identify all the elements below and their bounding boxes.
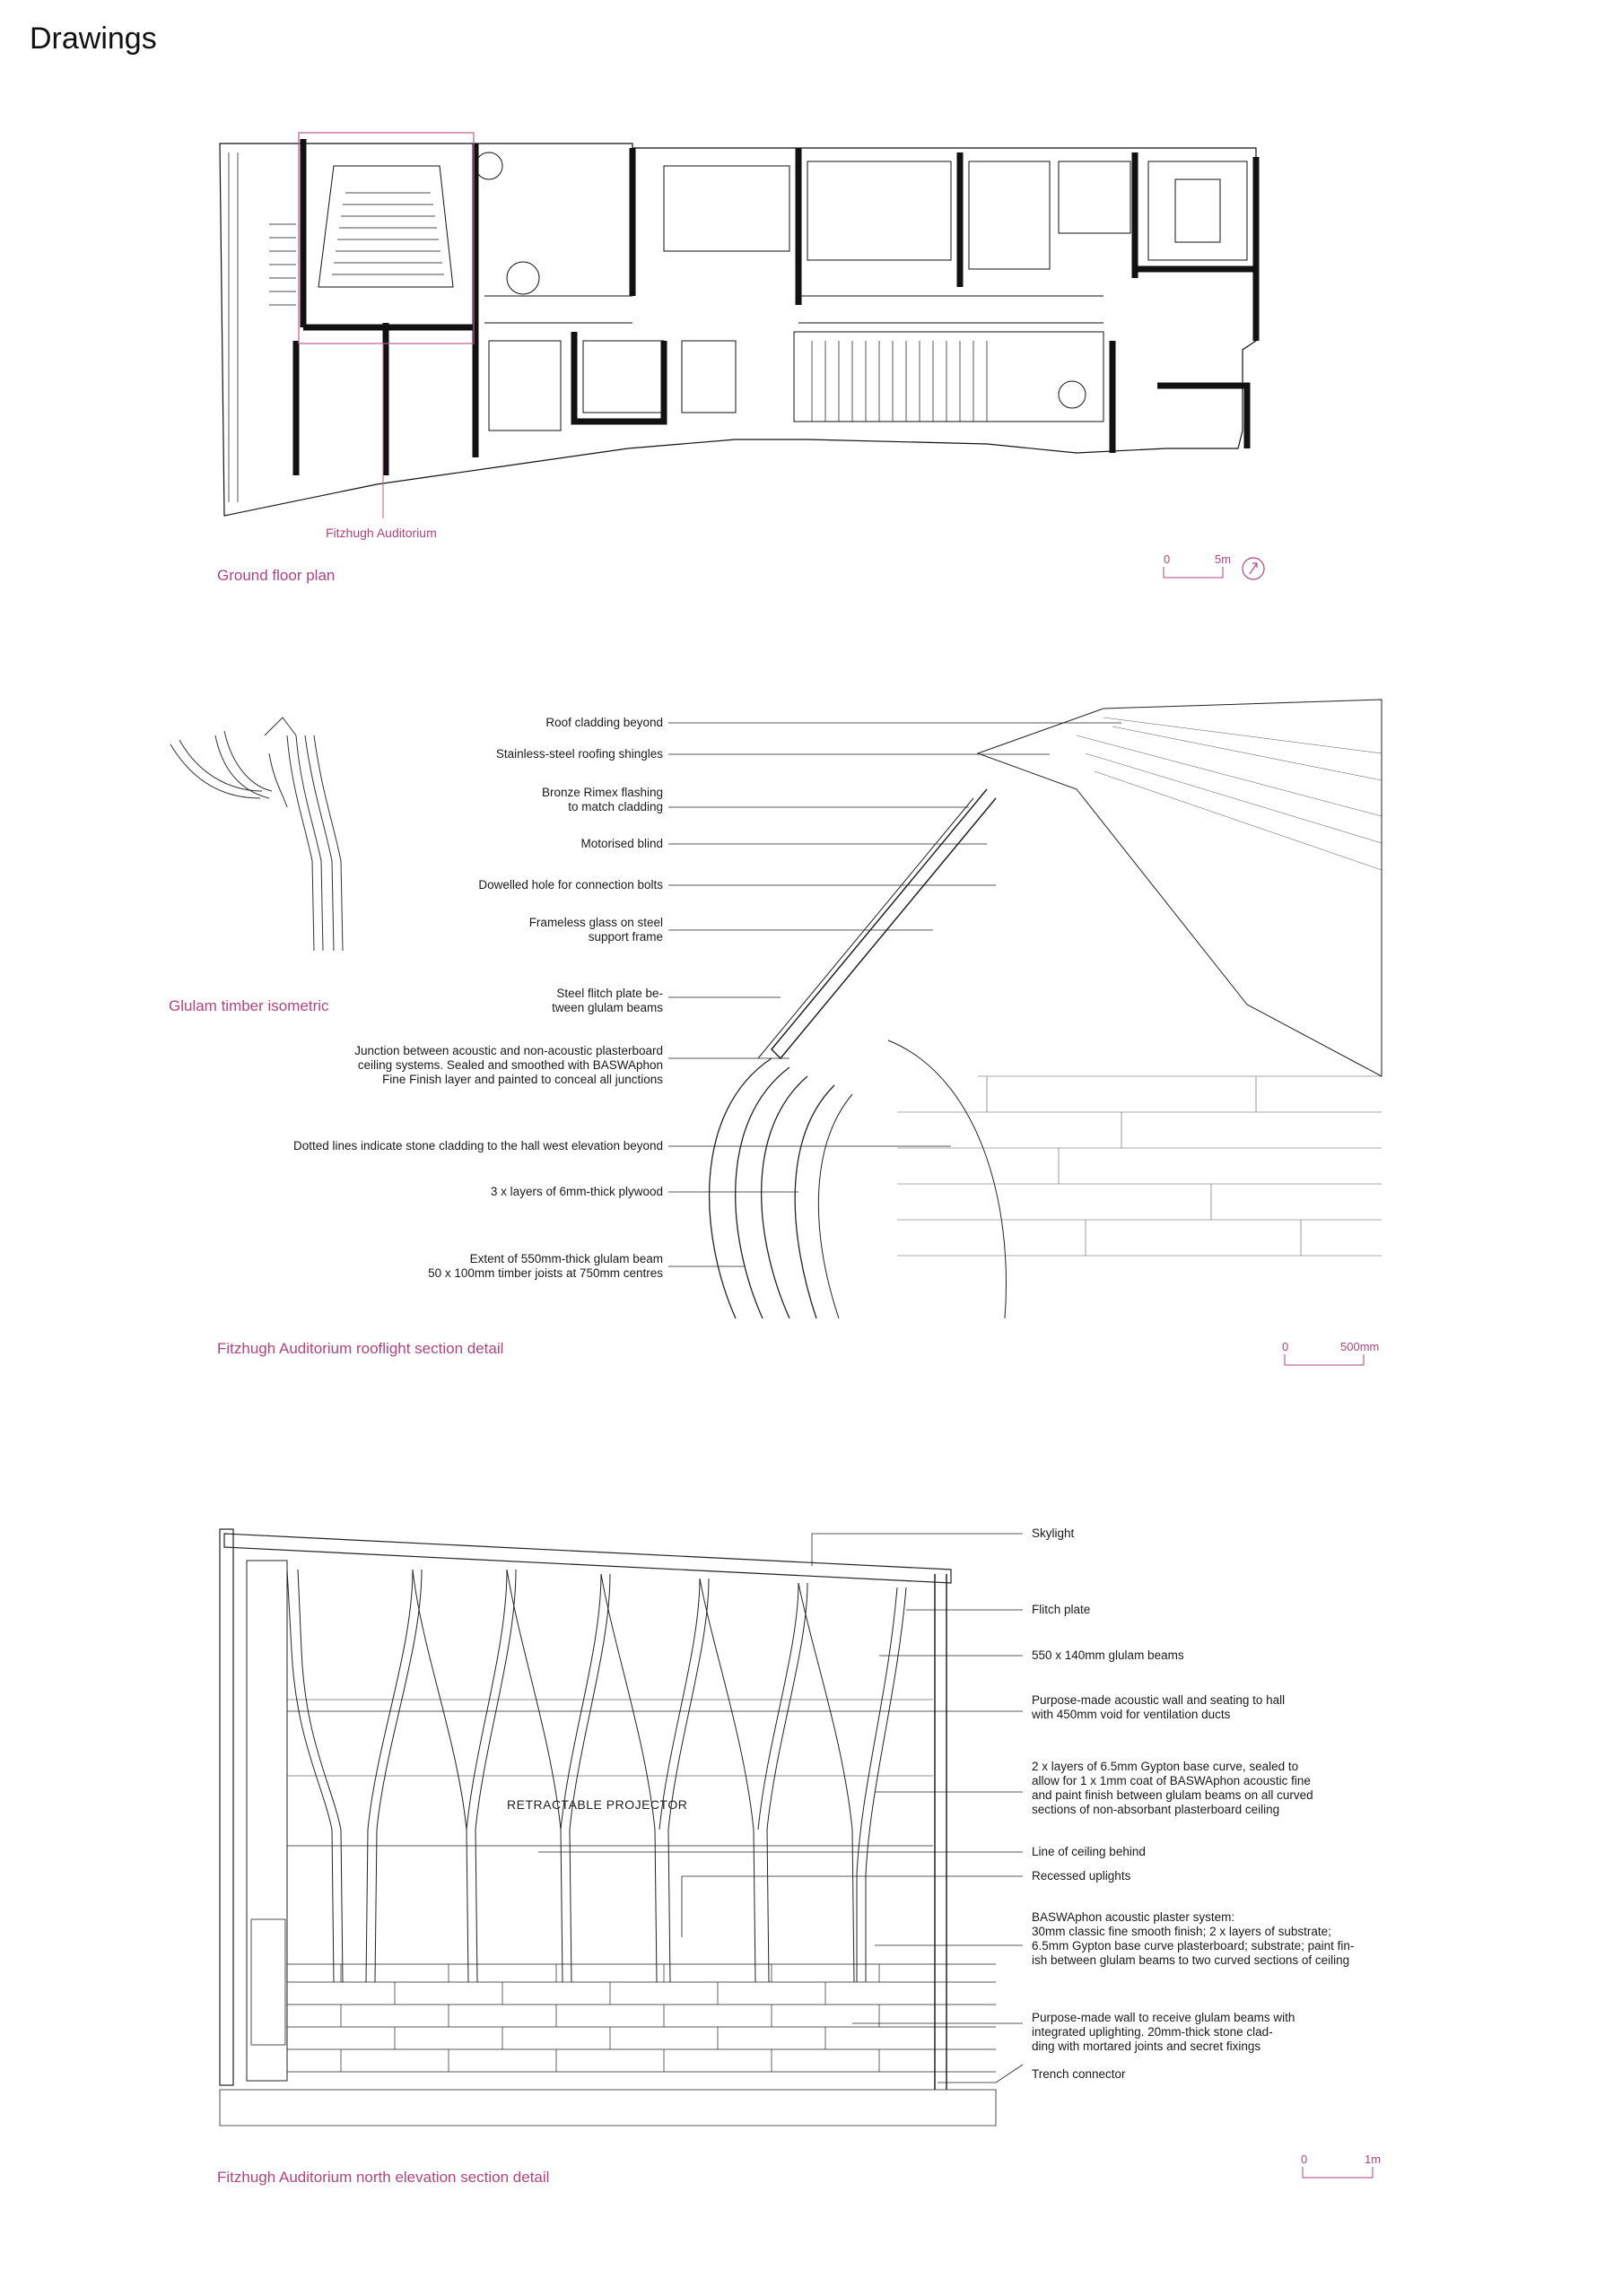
rooflight-callout-3: Bronze Rimex flashing to match cladding bbox=[541, 786, 663, 813]
plan-scale-bar bbox=[1162, 565, 1234, 583]
elevation-callout-3: 550 x 140mm glulam beams bbox=[1032, 1648, 1184, 1662]
rooflight-callout-8: Junction between acoustic and non-acoustic plasterboard ceiling systems. Sealed and smoothed with BASWAphon Fine Finish layer and painted to conceal all junctions bbox=[354, 1044, 663, 1086]
plan-caption: Ground floor plan bbox=[217, 567, 336, 584]
rooflight-callout-6: Frameless glass on steel support frame bbox=[528, 916, 663, 944]
elevation-callout-8: BASWAphon acoustic plaster system: 30mm classic fine smooth finish; 2 x layers of substrate; 6.5mm Gypton base curve plasterboard; substrate; paint fin- ish between glulam beams to two curved sections of ceiling bbox=[1032, 1910, 1355, 1967]
rooflight-callout-9: Dotted lines indicate stone cladding to the hall west elevation beyond bbox=[292, 1139, 663, 1152]
rooflight-section-drawing bbox=[0, 700, 1605, 1327]
plan-scale-max: 5m bbox=[1215, 552, 1232, 566]
elevation-callout-4: Purpose-made acoustic wall and seating to hall with 450mm void for ventilation ducts bbox=[1032, 1693, 1286, 1721]
rooflight-callout-4: Motorised blind bbox=[580, 837, 663, 850]
elevation-caption: Fitzhugh Auditorium north elevation section detail bbox=[217, 2169, 550, 2186]
rooflight-caption: Fitzhugh Auditorium rooflight section detail bbox=[217, 1340, 504, 1357]
rooflight-callout-7: Steel flitch plate be- tween glulam beams bbox=[552, 987, 663, 1014]
elevation-callout-6: Line of ceiling behind bbox=[1032, 1845, 1146, 1858]
elevation-callout-7: Recessed uplights bbox=[1032, 1869, 1131, 1883]
elevation-scale-bar bbox=[1301, 2165, 1382, 2183]
elevation-scale-zero: 0 bbox=[1301, 2152, 1308, 2166]
rooflight-callout-10: 3 x layers of 6mm-thick plywood bbox=[490, 1185, 663, 1198]
north-elevation-drawing bbox=[0, 1516, 1605, 2161]
elevation-callout-1: Skylight bbox=[1032, 1526, 1075, 1540]
rooflight-scale-bar bbox=[1283, 1352, 1373, 1370]
rooflight-scale-zero: 0 bbox=[1282, 1340, 1289, 1353]
page-title: Drawings bbox=[30, 22, 157, 56]
rooflight-callout-2: Stainless-steel roofing shingles bbox=[495, 747, 663, 761]
elevation-callout-5: 2 x layers of 6.5mm Gypton base curve, sealed to allow for 1 x 1mm coat of BASWAphon acoustic fine and paint finish between glulam beams on all curved sections of non-absorbant plasterboard ceiling bbox=[1032, 1760, 1313, 1816]
isometric-caption: Glulam timber isometric bbox=[169, 997, 329, 1014]
plan-scale-zero: 0 bbox=[1164, 552, 1171, 566]
elevation-callout-2: Flitch plate bbox=[1032, 1603, 1091, 1616]
rooflight-callout-5: Dowelled hole for connection bolts bbox=[478, 878, 663, 891]
auditorium-label: Fitzhugh Auditorium bbox=[326, 526, 437, 540]
rooflight-scale-max: 500mm bbox=[1340, 1340, 1380, 1353]
rooflight-callout-11: Extent of 550mm-thick glulam beam 50 x 100mm timber joists at 750mm centres bbox=[428, 1252, 663, 1280]
elevation-callout-9: Purpose-made wall to receive glulam beams with integrated uplighting. 20mm-thick stone clad- ding with mortared joints and secret fixings bbox=[1032, 2011, 1295, 2053]
elevation-scale-max: 1m bbox=[1365, 2152, 1382, 2166]
elevation-callout-10: Trench connector bbox=[1032, 2067, 1126, 2081]
rooflight-callout-1: Roof cladding beyond bbox=[545, 716, 663, 729]
retractable-projector-label: RETRACTABLE PROJECTOR bbox=[507, 1797, 688, 1812]
ground-floor-plan-drawing bbox=[0, 0, 1605, 628]
north-arrow-icon bbox=[1241, 556, 1266, 581]
